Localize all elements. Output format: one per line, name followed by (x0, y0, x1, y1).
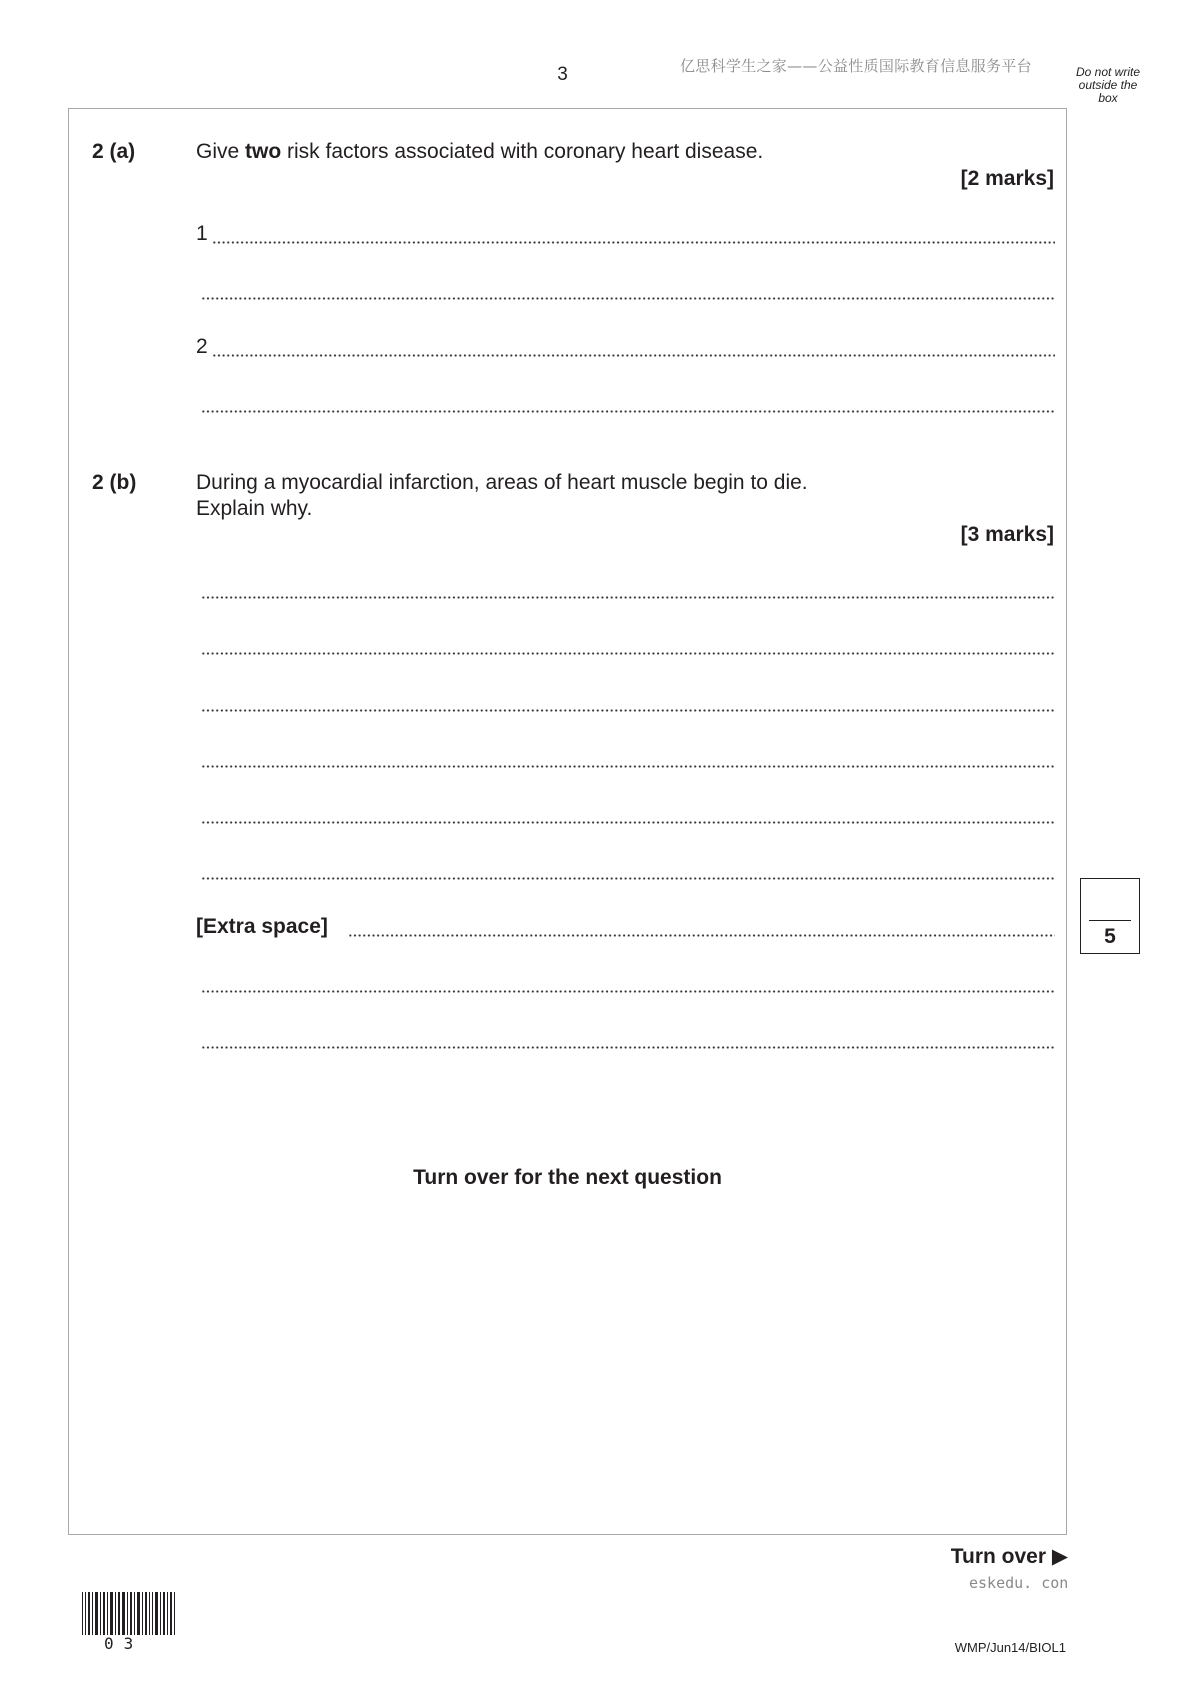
turn-over-next-question: Turn over for the next question (413, 1166, 722, 1189)
barcode-digits: 03 (104, 1634, 144, 1653)
answer-line[interactable] (201, 596, 1055, 599)
margin-note: Do not write outside the box (1075, 65, 1141, 105)
barcode-icon (82, 1592, 176, 1635)
question-number-2b: 2 (b) (92, 471, 137, 494)
total-divider (1089, 920, 1131, 921)
answer-line[interactable] (201, 297, 1055, 300)
marks-2a: [2 marks] (960, 167, 1054, 190)
answer-line[interactable] (201, 652, 1055, 655)
answer-line[interactable] (201, 709, 1055, 712)
answer-line[interactable] (201, 877, 1055, 880)
answer-line[interactable] (201, 765, 1055, 768)
marks-2b: [3 marks] (960, 523, 1054, 546)
marks-total-box (1080, 878, 1140, 954)
answer-line[interactable] (201, 410, 1055, 413)
prompt-emphasis: two (245, 140, 282, 163)
question-2b-prompt-line1: During a myocardial infarction, areas of heart muscle begin to die. (196, 471, 808, 494)
watermark-header: 亿思科学生之家——公益性质国际教育信息服务平台 (680, 57, 1032, 75)
answer-line[interactable] (348, 934, 1055, 937)
question-2a-prompt (196, 139, 763, 165)
prompt-text: risk factors associated with coronary heart disease. (281, 140, 764, 163)
prompt-text: Give (196, 140, 246, 163)
paper-code: WMP/Jun14/BIOL1 (954, 1640, 1066, 1655)
watermark-footer: eskedu. con (969, 1574, 1069, 1592)
turn-over-label: Turn over ▶ (950, 1545, 1068, 1568)
page-number: 3 (557, 64, 568, 85)
question-number-2a: 2 (a) (92, 140, 136, 163)
answer-line[interactable] (212, 354, 1055, 357)
answer-line[interactable] (212, 241, 1055, 244)
answer-number-1: 1 (196, 222, 208, 245)
answer-line[interactable] (201, 990, 1055, 993)
answer-line[interactable] (201, 1046, 1055, 1049)
extra-space-label: [Extra space] (196, 915, 328, 938)
question-2b-prompt-line2: Explain why. (196, 497, 313, 520)
answer-number-2: 2 (196, 335, 208, 358)
marks-total-value: 5 (1104, 925, 1116, 948)
answer-line[interactable] (201, 821, 1055, 824)
